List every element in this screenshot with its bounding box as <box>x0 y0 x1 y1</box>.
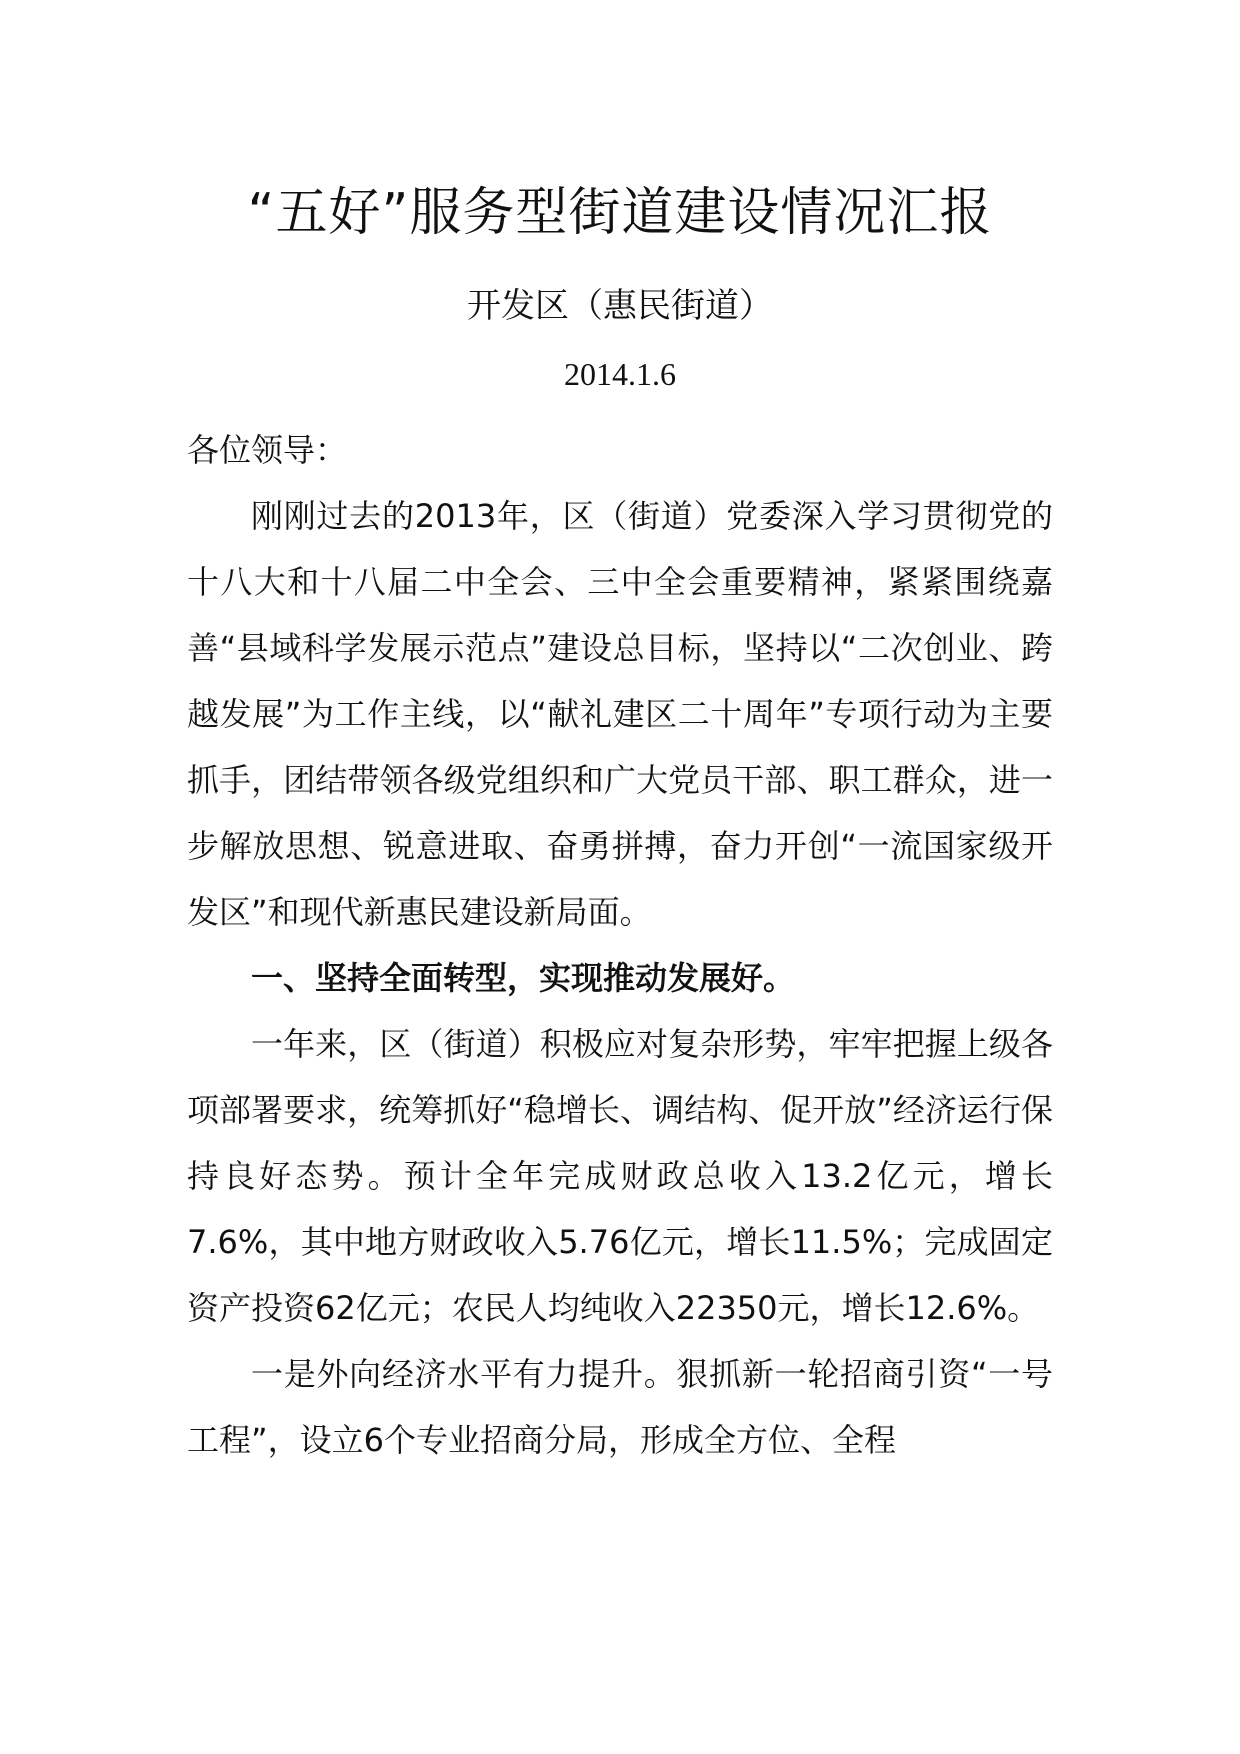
paragraph-intro: 刚刚过去的2013年，区（街道）党委深入学习贯彻党的十八大和十八届二中全会、三中全会重要精神，紧紧围绕嘉善“县域科学发展示范点”建设总目标，坚持以“二次创业、跨越发展”为工作主线，以“献礼建区二十周年”专项行动为主要抓手，团结带领各级党组织和广大党员干部、职工群众，进一步解放思想、锐意进取、奋勇拼搏，奋力开创“一流国家级开发区”和现代新惠民建设新局面。 <box>187 497 1053 931</box>
document-title: “五好”服务型街道建设情况汇报 <box>247 183 993 243</box>
document-date: 2014.1.6 <box>564 356 676 392</box>
paragraph-economy: 一年来，区（街道）积极应对复杂形势，牢牢把握上级各项部署要求，统筹抓好“稳增长、调结构、促开放”经济运行保持良好态势。预计全年完成财政总收入13.2亿元，增长7.6%，其中地方财政收入5.76亿元，增长11.5%；完成固定资产投资62亿元；农民人均纯收入22350元，增长12.6%。 <box>187 1025 1053 1327</box>
document-body <box>187 417 1053 1473</box>
document-subtitle: 开发区（惠民街道） <box>467 286 773 326</box>
paragraph-foreign-economy: 一是外向经济水平有力提升。狠抓新一轮招商引资“一号工程”，设立6个专业招商分局，形成全方位、全程 <box>187 1355 1053 1459</box>
section-heading-1: 一、坚持全面转型，实现推动发展好。 <box>251 959 796 997</box>
salutation: 各位领导： <box>187 431 348 469</box>
